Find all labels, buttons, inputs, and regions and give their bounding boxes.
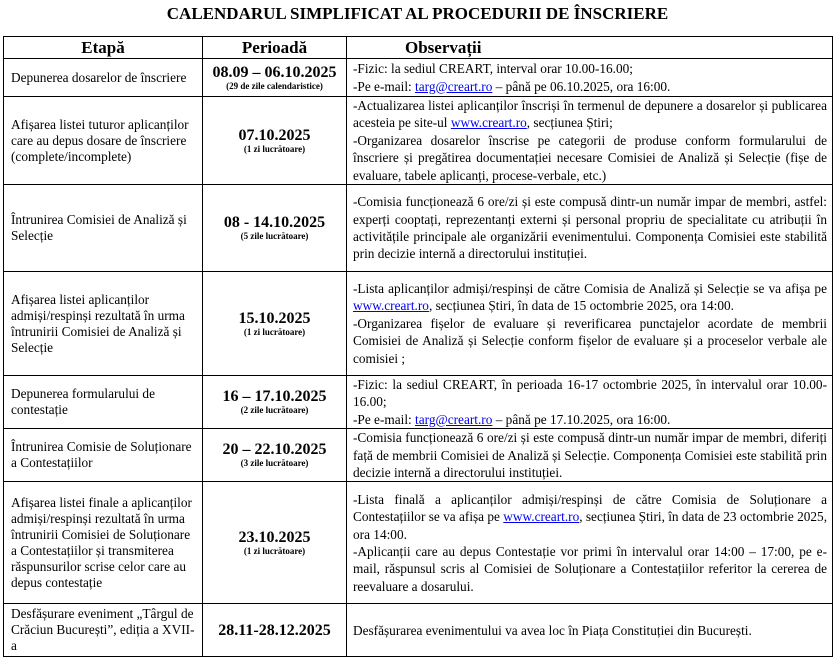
obs-text: – până pe 17.10.2025, ora 16:00. bbox=[492, 411, 671, 427]
cell-perioada bbox=[203, 97, 347, 185]
cell-perioada bbox=[203, 185, 347, 272]
period-date: 23.10.2025 bbox=[238, 528, 311, 546]
period-date: 20 – 22.10.2025 bbox=[222, 441, 327, 459]
page-title: CALENDARUL SIMPLIFICAT AL PROCEDURII DE ÎNSCRIERE bbox=[166, 4, 669, 23]
email-link[interactable]: targ@creart.ro bbox=[415, 411, 493, 427]
obs-text: -Actualizarea listei aplicanților înscriși în termenul de depunere a dosarelor și publicarea acesteia pe site-ul bbox=[353, 98, 827, 131]
period-duration: (1 zi lucrătoare) bbox=[243, 545, 306, 556]
cell-observatii bbox=[347, 429, 833, 482]
period-duration: (5 zile lucrătoare) bbox=[240, 231, 309, 242]
cell-observatii bbox=[347, 272, 833, 376]
obs-text: , secțiunea Știri, în data de 23 octombrie 2025, ora 14:00. bbox=[353, 509, 828, 542]
cell-perioada bbox=[203, 272, 347, 376]
obs-line bbox=[353, 280, 827, 315]
obs-line: -Organizarea fișelor de evaluare și reverificarea punctajelor acordate de membrii Comisiei de Analiză și Selecție conform fișelor de evaluare și a proceselor verbale ale comisiei ; bbox=[353, 315, 827, 366]
obs-line: -Aplicanții care au depus Contestație vor primi în intervalul orar 14:00 – 17:00, pe e-mail, răspunsul scris al Comisiei de Soluționare a Contestațiilor referitor la cererea de reevaluare a dosarului. bbox=[353, 543, 827, 594]
period-duration: (2 zile lucrătoare) bbox=[240, 405, 309, 416]
website-link[interactable]: www.creart.ro bbox=[450, 115, 527, 131]
period-date: 08 - 14.10.2025 bbox=[223, 214, 326, 232]
period-date: 07.10.2025 bbox=[238, 126, 311, 144]
table-row bbox=[4, 482, 833, 604]
obs-line: -Organizarea dosarelor înscrise pe categorii de produse conform formularului de înscriere și pregătirea documentației necesare Comisiei de Analiză și Selecție (fișe de evaluare, tabele aplicanți, procese-verbale, etc.) bbox=[353, 132, 827, 183]
cell-perioada bbox=[203, 482, 347, 604]
table-header-row bbox=[4, 37, 833, 59]
obs-line: -Comisia funcționează 6 ore/zi și este compusă dintr-un număr impar de membri, astfel: experți cooptați, reprezentanți externi și personal propriu de specialitate cu atribuții în activitățile principale ale organizării evenimentului. Componența Comisiei este stabilită prin decizie internă a directorului instituției. bbox=[353, 194, 827, 262]
header-etapa: Etapă bbox=[4, 37, 203, 59]
table-row bbox=[4, 272, 833, 376]
obs-text: -Pe e-mail: bbox=[353, 411, 416, 427]
cell-perioada bbox=[203, 376, 347, 429]
cell-observatii bbox=[347, 59, 833, 97]
obs-text: , secțiunea Știri, în data de 15 octombrie 2025, ora 14:00. bbox=[428, 298, 734, 314]
cell-perioada bbox=[203, 604, 347, 657]
obs-line bbox=[353, 78, 827, 95]
obs-text: – până pe 06.10.2025, ora 16:00. bbox=[492, 78, 671, 94]
cell-observatii bbox=[347, 482, 833, 604]
period-date: 15.10.2025 bbox=[238, 309, 311, 327]
obs-line bbox=[353, 491, 827, 543]
cell-perioada bbox=[203, 59, 347, 97]
header-observatii: Observații bbox=[347, 37, 833, 59]
obs-line: Desfășurarea evenimentului va avea loc în Piața Constituției din București. bbox=[353, 622, 752, 638]
email-link[interactable]: targ@creart.ro bbox=[415, 78, 493, 94]
cell-etapa: Afișarea listei finale a aplicanților admiși/respinși rezultată în urma întrunirii Comisiei de Soluționare a Contestațiilor și transmiterea răspunsurilor scrise celor care au depus contestație bbox=[4, 482, 203, 604]
period-duration: (3 zile lucrătoare) bbox=[240, 458, 309, 469]
header-perioada: Perioadă bbox=[203, 37, 347, 59]
cell-observatii bbox=[347, 604, 833, 657]
obs-text: , secțiunea Știri; bbox=[526, 115, 613, 131]
table-row bbox=[4, 604, 833, 657]
obs-line bbox=[353, 411, 827, 428]
obs-line: -Fizic: la sediul CREART, în perioada 16-17 octombrie 2025, în intervalul orar 10.00-16.00; bbox=[353, 377, 827, 410]
period-duration: (1 zi lucrătoare) bbox=[243, 143, 306, 154]
website-link[interactable]: www.creart.ro bbox=[353, 298, 429, 314]
obs-text: -Lista aplicanților admiși/respinși de către Comisia de Analiză și Selecție se va afișa pe bbox=[353, 281, 827, 297]
period-date: 08.09 – 06.10.2025 bbox=[212, 63, 337, 81]
cell-etapa: Afișarea listei aplicanților admiși/respinși rezultată în urma întrunirii Comisiei de Analiză și Selecție bbox=[4, 272, 203, 376]
period-duration: (1 zi lucrătoare) bbox=[243, 326, 306, 337]
cell-etapa: Întrunirea Comisie de Soluționare a Contestațiilor bbox=[4, 429, 203, 482]
table-row bbox=[4, 376, 833, 429]
period-duration: (29 de zile calendaristice) bbox=[226, 80, 323, 91]
website-link[interactable]: www.creart.ro bbox=[503, 509, 580, 525]
schedule-table bbox=[3, 36, 833, 657]
cell-observatii bbox=[347, 376, 833, 429]
cell-observatii bbox=[347, 97, 833, 185]
cell-observatii bbox=[347, 185, 833, 272]
table-row bbox=[4, 97, 833, 185]
cell-etapa: Depunerea dosarelor de înscriere bbox=[4, 59, 203, 97]
cell-etapa: Desfășurare eveniment „Târgul de Crăciun București”, ediția a XVII-a bbox=[4, 604, 203, 657]
table-row bbox=[4, 429, 833, 482]
obs-line: -Comisia funcționează 6 ore/zi și este compusă dintr-un număr impar de membri, diferiți față de membrii Comisiei de Analiză și Selecție. Componența Comisiei este stabilită prin decizie internă a directorului instituției. bbox=[353, 430, 827, 481]
cell-etapa: Afișarea listei tuturor aplicanților care au depus dosare de înscriere (complete/incomplete) bbox=[4, 97, 203, 185]
obs-line bbox=[353, 97, 827, 132]
cell-etapa: Depunerea formularului de contestație bbox=[4, 376, 203, 429]
obs-line: -Fizic: la sediul CREART, interval orar 10.00-16.00; bbox=[353, 61, 633, 77]
table-row bbox=[4, 59, 833, 97]
period-date: 28.11-28.12.2025 bbox=[218, 621, 331, 639]
cell-etapa: Întrunirea Comisiei de Analiză și Selecție bbox=[4, 185, 203, 272]
period-date: 16 – 17.10.2025 bbox=[222, 388, 327, 406]
table-row bbox=[4, 185, 833, 272]
cell-perioada bbox=[203, 429, 347, 482]
obs-text: -Lista finală a aplicanților admiși/respinși de către Comisia de Soluționare a Contestațiilor se va afișa pe bbox=[353, 491, 827, 525]
obs-text: -Pe e-mail: bbox=[353, 78, 416, 94]
